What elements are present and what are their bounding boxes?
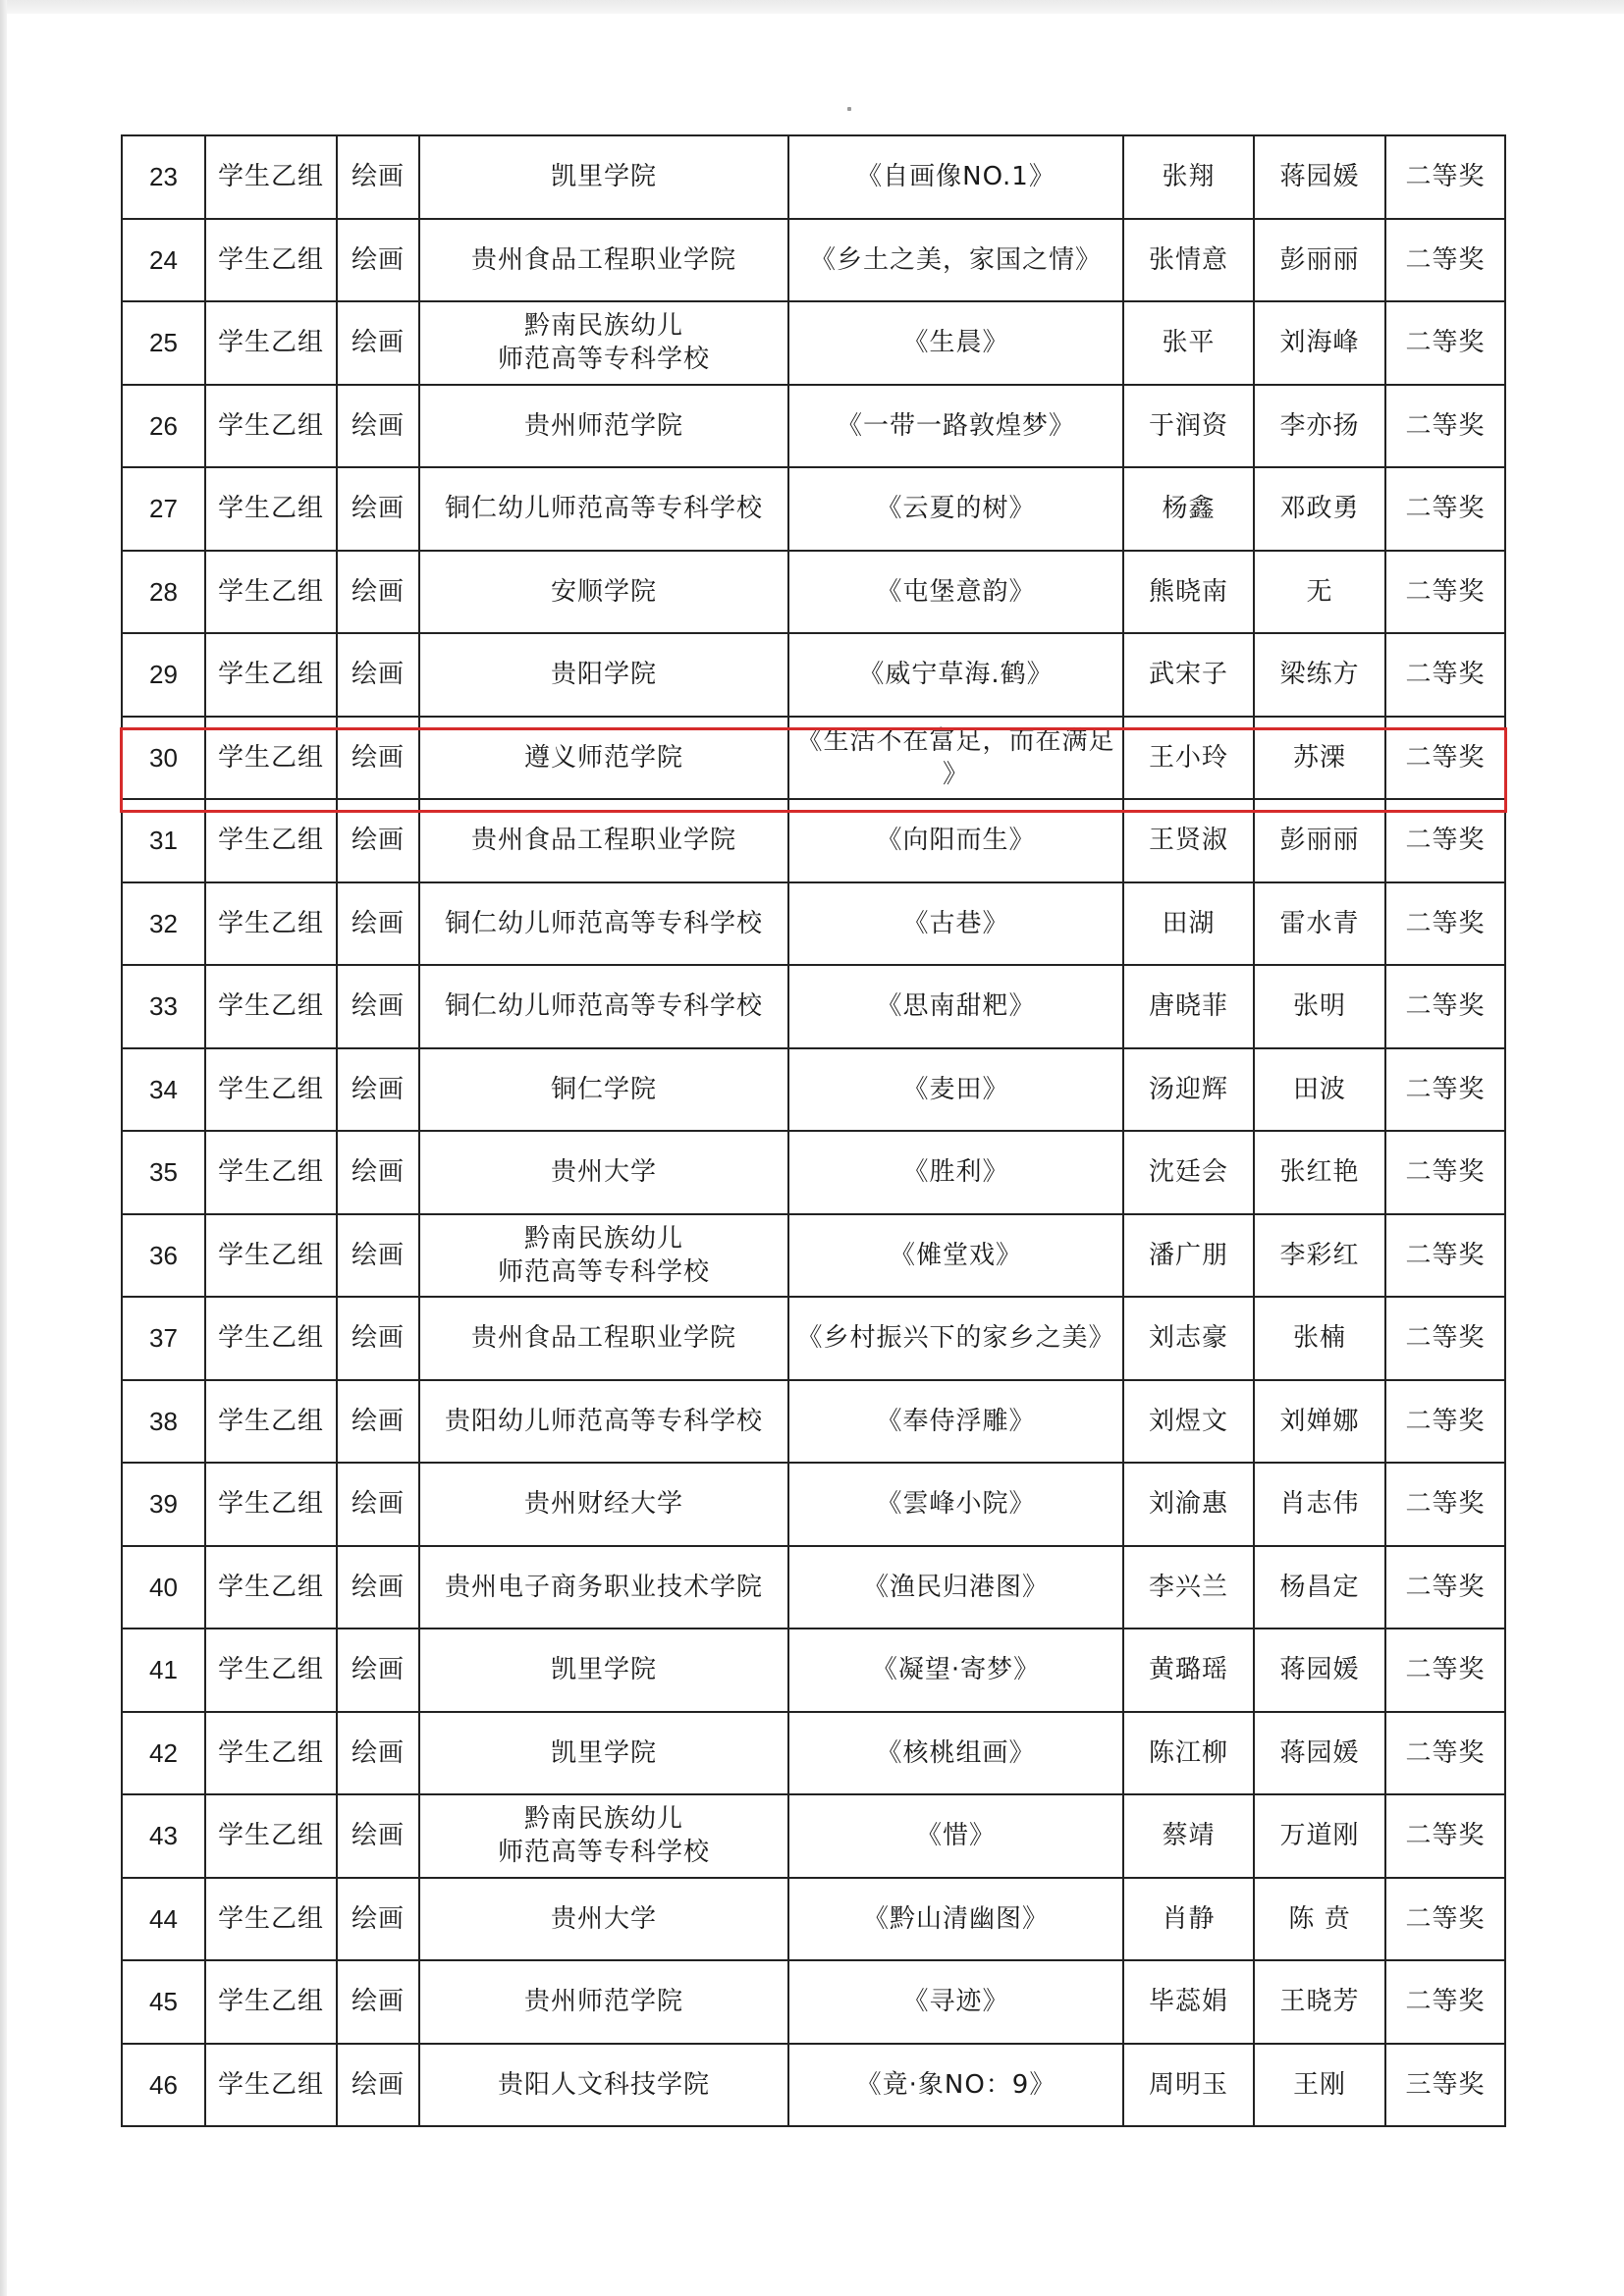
cell-category: 绘画	[337, 1546, 419, 1629]
cell-number: 38	[122, 1380, 205, 1464]
table-row	[122, 135, 1505, 219]
cell-award: 三等奖	[1385, 2044, 1505, 2127]
cell-advisor: 苏溧	[1254, 717, 1385, 800]
cell-award: 二等奖	[1385, 301, 1505, 385]
cell-category: 绘画	[337, 633, 419, 717]
table-row	[122, 1214, 1505, 1298]
cell-work-title: 《生活不在富足，而在满足 》	[788, 717, 1123, 800]
cell-author: 张翔	[1123, 135, 1254, 219]
cell-group: 学生乙组	[205, 1712, 337, 1795]
cell-award: 二等奖	[1385, 799, 1505, 882]
cell-work-title: 《乡土之美，家国之情》	[788, 219, 1123, 302]
cell-school: 黔南民族幼儿 师范高等专科学校	[419, 1794, 788, 1878]
table-row	[122, 1794, 1505, 1878]
cell-advisor: 张楠	[1254, 1297, 1385, 1380]
cell-advisor: 田波	[1254, 1048, 1385, 1132]
cell-category: 绘画	[337, 1380, 419, 1464]
cell-category: 绘画	[337, 219, 419, 302]
table-row	[122, 1131, 1505, 1214]
cell-school: 贵阳人文科技学院	[419, 2044, 788, 2127]
cell-author: 熊晓南	[1123, 551, 1254, 634]
cell-advisor: 张明	[1254, 965, 1385, 1048]
cell-advisor: 彭丽丽	[1254, 219, 1385, 302]
cell-advisor: 肖志伟	[1254, 1463, 1385, 1546]
cell-author: 刘志豪	[1123, 1297, 1254, 1380]
cell-author: 唐晓菲	[1123, 965, 1254, 1048]
cell-number: 29	[122, 633, 205, 717]
cell-school: 安顺学院	[419, 551, 788, 634]
cell-school: 贵州师范学院	[419, 385, 788, 468]
cell-work-title: 《奉侍浮雕》	[788, 1380, 1123, 1464]
cell-school: 铜仁幼儿师范高等专科学校	[419, 467, 788, 551]
cell-advisor: 李彩红	[1254, 1214, 1385, 1298]
cell-work-title: 《云夏的树》	[788, 467, 1123, 551]
cell-number: 30	[122, 717, 205, 800]
cell-award: 二等奖	[1385, 1297, 1505, 1380]
cell-category: 绘画	[337, 882, 419, 966]
cell-work-title: 《竟·象NO：9》	[788, 2044, 1123, 2127]
cell-group: 学生乙组	[205, 882, 337, 966]
cell-author: 王小玲	[1123, 717, 1254, 800]
table-row	[122, 385, 1505, 468]
cell-school: 铜仁学院	[419, 1048, 788, 1132]
cell-category: 绘画	[337, 1048, 419, 1132]
cell-category: 绘画	[337, 1629, 419, 1712]
cell-author: 毕蕊娟	[1123, 1960, 1254, 2044]
cell-category: 绘画	[337, 1794, 419, 1878]
cell-school: 贵州食品工程职业学院	[419, 219, 788, 302]
cell-number: 23	[122, 135, 205, 219]
cell-number: 33	[122, 965, 205, 1048]
cell-number: 31	[122, 799, 205, 882]
table-row	[122, 1629, 1505, 1712]
table-row	[122, 1463, 1505, 1546]
cell-award: 二等奖	[1385, 1960, 1505, 2044]
cell-school: 凯里学院	[419, 1629, 788, 1712]
cell-school: 贵州大学	[419, 1131, 788, 1214]
cell-work-title: 《渔民归港图》	[788, 1546, 1123, 1629]
cell-category: 绘画	[337, 1131, 419, 1214]
cell-advisor: 邓政勇	[1254, 467, 1385, 551]
cell-advisor: 陈 贲	[1254, 1878, 1385, 1961]
table-row	[122, 1960, 1505, 2044]
cell-author: 蔡靖	[1123, 1794, 1254, 1878]
table-row	[122, 1048, 1505, 1132]
cell-author: 张情意	[1123, 219, 1254, 302]
cell-award: 二等奖	[1385, 1546, 1505, 1629]
cell-group: 学生乙组	[205, 633, 337, 717]
cell-author: 王贤淑	[1123, 799, 1254, 882]
cell-award: 二等奖	[1385, 551, 1505, 634]
table-row	[122, 799, 1505, 882]
cell-group: 学生乙组	[205, 135, 337, 219]
table-row	[122, 1546, 1505, 1629]
cell-group: 学生乙组	[205, 717, 337, 800]
cell-category: 绘画	[337, 1214, 419, 1298]
scan-top-edge	[0, 0, 1624, 14]
cell-number: 37	[122, 1297, 205, 1380]
cell-group: 学生乙组	[205, 965, 337, 1048]
cell-school: 贵阳幼儿师范高等专科学校	[419, 1380, 788, 1464]
cell-number: 35	[122, 1131, 205, 1214]
cell-number: 25	[122, 301, 205, 385]
cell-work-title: 《思南甜粑》	[788, 965, 1123, 1048]
cell-group: 学生乙组	[205, 1463, 337, 1546]
cell-category: 绘画	[337, 1297, 419, 1380]
cell-category: 绘画	[337, 551, 419, 634]
cell-school: 贵阳学院	[419, 633, 788, 717]
cell-advisor: 蒋园媛	[1254, 1712, 1385, 1795]
table-row	[122, 1878, 1505, 1961]
cell-school: 黔南民族幼儿 师范高等专科学校	[419, 1214, 788, 1298]
cell-work-title: 《寻迹》	[788, 1960, 1123, 2044]
table-row	[122, 965, 1505, 1048]
cell-advisor: 蒋园媛	[1254, 1629, 1385, 1712]
cell-number: 45	[122, 1960, 205, 2044]
cell-author: 黄璐瑶	[1123, 1629, 1254, 1712]
cell-award: 二等奖	[1385, 633, 1505, 717]
cell-work-title: 《麦田》	[788, 1048, 1123, 1132]
cell-author: 于润资	[1123, 385, 1254, 468]
cell-number: 44	[122, 1878, 205, 1961]
cell-award: 二等奖	[1385, 219, 1505, 302]
table-row	[122, 551, 1505, 634]
table-row	[122, 467, 1505, 551]
cell-group: 学生乙组	[205, 1048, 337, 1132]
table-row	[122, 2044, 1505, 2127]
cell-work-title: 《惜》	[788, 1794, 1123, 1878]
cell-award: 二等奖	[1385, 385, 1505, 468]
cell-author: 张平	[1123, 301, 1254, 385]
cell-school: 贵州师范学院	[419, 1960, 788, 2044]
cell-work-title: 《核桃组画》	[788, 1712, 1123, 1795]
cell-school: 铜仁幼儿师范高等专科学校	[419, 882, 788, 966]
cell-category: 绘画	[337, 301, 419, 385]
award-table	[121, 134, 1506, 2127]
cell-work-title: 《傩堂戏》	[788, 1214, 1123, 1298]
cell-group: 学生乙组	[205, 1878, 337, 1961]
cell-author: 陈江柳	[1123, 1712, 1254, 1795]
cell-author: 沈廷会	[1123, 1131, 1254, 1214]
cell-advisor: 杨昌定	[1254, 1546, 1385, 1629]
cell-work-title: 《古巷》	[788, 882, 1123, 966]
cell-number: 27	[122, 467, 205, 551]
cell-work-title: 《雲峰小院》	[788, 1463, 1123, 1546]
cell-number: 41	[122, 1629, 205, 1712]
cell-advisor: 王刚	[1254, 2044, 1385, 2127]
cell-advisor: 王晓芳	[1254, 1960, 1385, 2044]
table-row	[122, 1297, 1505, 1380]
cell-award: 二等奖	[1385, 882, 1505, 966]
cell-group: 学生乙组	[205, 1546, 337, 1629]
cell-group: 学生乙组	[205, 385, 337, 468]
cell-school: 铜仁幼儿师范高等专科学校	[419, 965, 788, 1048]
table-row	[122, 301, 1505, 385]
cell-award: 二等奖	[1385, 965, 1505, 1048]
cell-work-title: 《威宁草海.鹤》	[788, 633, 1123, 717]
cell-number: 26	[122, 385, 205, 468]
cell-number: 32	[122, 882, 205, 966]
cell-group: 学生乙组	[205, 1629, 337, 1712]
cell-award: 二等奖	[1385, 1214, 1505, 1298]
cell-award: 二等奖	[1385, 1131, 1505, 1214]
cell-category: 绘画	[337, 135, 419, 219]
cell-award: 二等奖	[1385, 1878, 1505, 1961]
cell-advisor: 彭丽丽	[1254, 799, 1385, 882]
cell-school: 贵州食品工程职业学院	[419, 1297, 788, 1380]
cell-category: 绘画	[337, 1878, 419, 1961]
cell-author: 武宋子	[1123, 633, 1254, 717]
cell-school: 贵州电子商务职业技术学院	[419, 1546, 788, 1629]
cell-award: 二等奖	[1385, 1712, 1505, 1795]
cell-number: 43	[122, 1794, 205, 1878]
cell-school: 遵义师范学院	[419, 717, 788, 800]
cell-advisor: 李亦扬	[1254, 385, 1385, 468]
cell-category: 绘画	[337, 385, 419, 468]
cell-author: 周明玉	[1123, 2044, 1254, 2127]
table-row	[122, 1712, 1505, 1795]
cell-number: 34	[122, 1048, 205, 1132]
cell-group: 学生乙组	[205, 467, 337, 551]
cell-group: 学生乙组	[205, 1794, 337, 1878]
cell-advisor: 刘婵娜	[1254, 1380, 1385, 1464]
cell-work-title: 《自画像NO.1》	[788, 135, 1123, 219]
cell-number: 24	[122, 219, 205, 302]
cell-work-title: 《生晨》	[788, 301, 1123, 385]
cell-school: 贵州大学	[419, 1878, 788, 1961]
table-row	[122, 633, 1505, 717]
cell-work-title: 《一带一路敦煌梦》	[788, 385, 1123, 468]
cell-work-title: 《乡村振兴下的家乡之美》	[788, 1297, 1123, 1380]
cell-group: 学生乙组	[205, 1380, 337, 1464]
table-row	[122, 219, 1505, 302]
cell-author: 潘广朋	[1123, 1214, 1254, 1298]
cell-number: 40	[122, 1546, 205, 1629]
cell-author: 杨鑫	[1123, 467, 1254, 551]
cell-award: 二等奖	[1385, 1629, 1505, 1712]
cell-school: 黔南民族幼儿 师范高等专科学校	[419, 301, 788, 385]
cell-author: 刘煜文	[1123, 1380, 1254, 1464]
cell-author: 汤迎辉	[1123, 1048, 1254, 1132]
cell-award: 二等奖	[1385, 1048, 1505, 1132]
cell-number: 28	[122, 551, 205, 634]
cell-category: 绘画	[337, 799, 419, 882]
cell-school: 贵州财经大学	[419, 1463, 788, 1546]
cell-group: 学生乙组	[205, 1131, 337, 1214]
cell-group: 学生乙组	[205, 301, 337, 385]
cell-award: 二等奖	[1385, 1380, 1505, 1464]
cell-category: 绘画	[337, 1463, 419, 1546]
table-row	[122, 717, 1505, 800]
cell-award: 二等奖	[1385, 1463, 1505, 1546]
cell-group: 学生乙组	[205, 1297, 337, 1380]
cell-group: 学生乙组	[205, 219, 337, 302]
scan-left-edge	[0, 0, 7, 2296]
cell-author: 刘渝惠	[1123, 1463, 1254, 1546]
cell-advisor: 刘海峰	[1254, 301, 1385, 385]
cell-advisor: 张红艳	[1254, 1131, 1385, 1214]
cell-category: 绘画	[337, 2044, 419, 2127]
cell-group: 学生乙组	[205, 2044, 337, 2127]
cell-number: 36	[122, 1214, 205, 1298]
cell-group: 学生乙组	[205, 1960, 337, 2044]
cell-number: 46	[122, 2044, 205, 2127]
table-body	[122, 135, 1505, 2126]
cell-work-title: 《凝望·寄梦》	[788, 1629, 1123, 1712]
scan-speck	[847, 107, 851, 111]
cell-category: 绘画	[337, 467, 419, 551]
cell-author: 李兴兰	[1123, 1546, 1254, 1629]
cell-category: 绘画	[337, 1712, 419, 1795]
table-row	[122, 882, 1505, 966]
cell-advisor: 梁练方	[1254, 633, 1385, 717]
cell-advisor: 蒋园媛	[1254, 135, 1385, 219]
cell-category: 绘画	[337, 1960, 419, 2044]
cell-category: 绘画	[337, 717, 419, 800]
cell-work-title: 《胜利》	[788, 1131, 1123, 1214]
cell-group: 学生乙组	[205, 1214, 337, 1298]
cell-number: 42	[122, 1712, 205, 1795]
cell-work-title: 《屯堡意韵》	[788, 551, 1123, 634]
cell-award: 二等奖	[1385, 717, 1505, 800]
cell-work-title: 《黔山清幽图》	[788, 1878, 1123, 1961]
cell-award: 二等奖	[1385, 135, 1505, 219]
cell-group: 学生乙组	[205, 551, 337, 634]
cell-work-title: 《向阳而生》	[788, 799, 1123, 882]
cell-school: 凯里学院	[419, 1712, 788, 1795]
cell-school: 贵州食品工程职业学院	[419, 799, 788, 882]
cell-advisor: 万道刚	[1254, 1794, 1385, 1878]
cell-advisor: 无	[1254, 551, 1385, 634]
cell-number: 39	[122, 1463, 205, 1546]
cell-school: 凯里学院	[419, 135, 788, 219]
table-row	[122, 1380, 1505, 1464]
cell-award: 二等奖	[1385, 467, 1505, 551]
cell-author: 肖静	[1123, 1878, 1254, 1961]
cell-author: 田湖	[1123, 882, 1254, 966]
cell-group: 学生乙组	[205, 799, 337, 882]
cell-advisor: 雷水青	[1254, 882, 1385, 966]
cell-award: 二等奖	[1385, 1794, 1505, 1878]
cell-category: 绘画	[337, 965, 419, 1048]
